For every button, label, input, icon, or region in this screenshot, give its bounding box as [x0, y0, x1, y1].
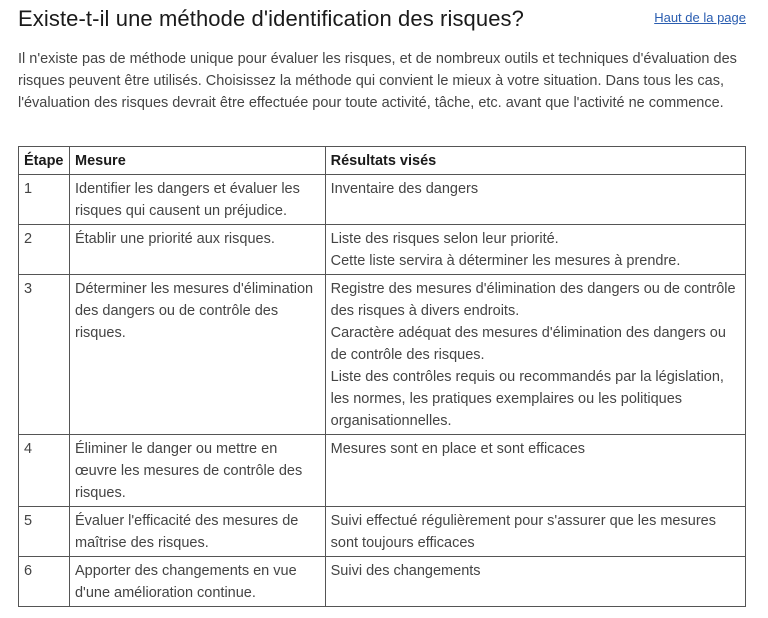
- results-cell: [325, 225, 745, 275]
- table-row: [19, 435, 746, 507]
- measure-cell: Déterminer les mesures d'élimination des dangers ou de contrôle des risques.: [69, 275, 325, 435]
- step-cell: 2: [19, 225, 70, 275]
- header-results: Résultats visés: [325, 147, 745, 175]
- step-cell: 5: [19, 507, 70, 557]
- header-measure: Mesure: [69, 147, 325, 175]
- result-line: Suivi des changements: [330, 563, 481, 579]
- table-row: [19, 507, 746, 557]
- risk-method-table: [18, 146, 746, 607]
- step-cell: 3: [19, 275, 70, 435]
- result-line: Inventaire des dangers: [330, 181, 479, 197]
- back-to-top-link[interactable]: Haut de la page: [654, 10, 746, 25]
- result-line: Registre des mesures d'élimination des dangers ou de contrôle des risques à divers endroits.: [330, 281, 736, 319]
- results-cell: [325, 175, 745, 225]
- measure-cell: Éliminer le danger ou mettre en œuvre les mesures de contrôle des risques.: [69, 435, 325, 507]
- header-step: Étape: [19, 147, 70, 175]
- step-cell: 4: [19, 435, 70, 507]
- measure-cell: Établir une priorité aux risques.: [69, 225, 325, 275]
- page-title: Existe-t-il une méthode d'identification des risques?: [18, 6, 524, 31]
- intro-paragraph: Il n'existe pas de méthode unique pour évaluer les risques, et de nombreux outils et techniques d'évaluation des risques peuvent être utilisés. Choisissez la méthode qui convient le mieux à votre situation. Dans tous les cas, l'évaluation des risques devrait être effectuée pour toute activité, tâche, etc. avant que l'activité ne commence.: [18, 51, 737, 111]
- table-row: [19, 175, 746, 225]
- table-header-row: [19, 147, 746, 175]
- measure-cell: Apporter des changements en vue d'une amélioration continue.: [69, 557, 325, 607]
- results-cell: [325, 275, 745, 435]
- result-line: Liste des contrôles requis ou recommandés par la législation, les normes, les pratiques exemplaires ou les politiques organisationnelles.: [330, 369, 724, 429]
- result-line: Mesures sont en place et sont efficaces: [330, 441, 586, 457]
- measure-cell: Identifier les dangers et évaluer les risques qui causent un préjudice.: [69, 175, 325, 225]
- measure-cell: Évaluer l'efficacité des mesures de maîtrise des risques.: [69, 507, 325, 557]
- results-cell: [325, 507, 745, 557]
- result-line: Cette liste servira à déterminer les mesures à prendre.: [330, 253, 681, 269]
- table-row: [19, 557, 746, 607]
- table-row: [19, 225, 746, 275]
- result-line: Caractère adéquat des mesures d'élimination des dangers ou de contrôle des risques.: [330, 325, 726, 363]
- result-line: Suivi effectué régulièrement pour s'assurer que les mesures sont toujours efficaces: [330, 513, 716, 551]
- results-cell: [325, 557, 745, 607]
- result-line: Liste des risques selon leur priorité.: [330, 231, 559, 247]
- step-cell: 1: [19, 175, 70, 225]
- table-row: [19, 275, 746, 435]
- results-cell: [325, 435, 745, 507]
- step-cell: 6: [19, 557, 70, 607]
